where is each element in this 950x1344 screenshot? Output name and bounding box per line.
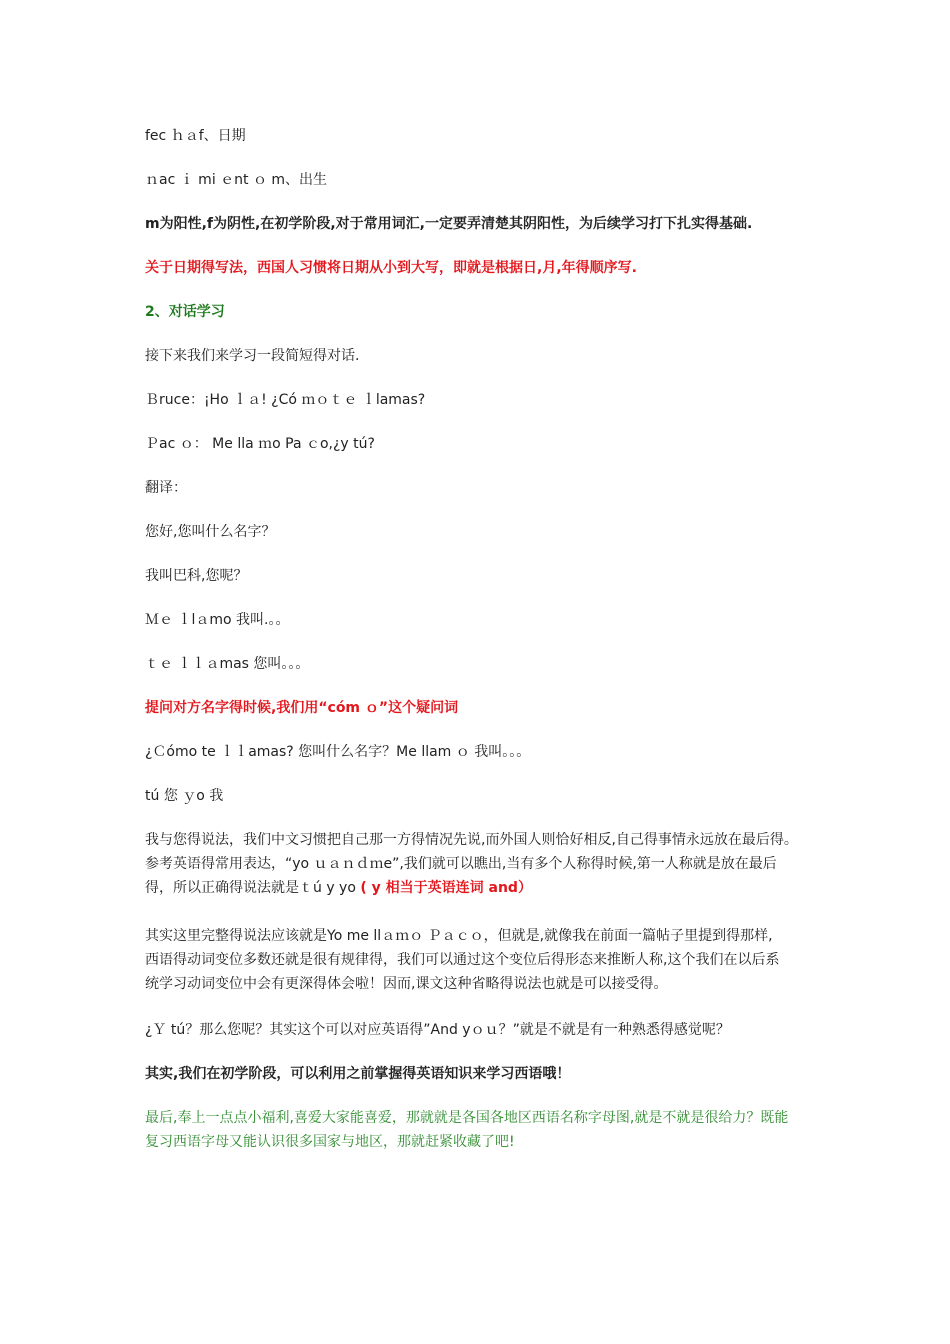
translation-label: 翻译： bbox=[145, 480, 187, 496]
vocab-nacimiento: ｎac ｉ mi ｅnt ｏ m、出生 bbox=[145, 172, 328, 188]
example-como-te-llamas: ¿Ｃómo te ｌｌamas? 您叫什么名字？Me llam ｏ 我叫。。。 bbox=[145, 744, 531, 760]
translation-line-1: 您好,您叫什么名字？ bbox=[145, 524, 276, 540]
and-conjunction-note: ( y 相当于英语连词 and） bbox=[360, 880, 532, 896]
section-heading-dialogue: 2、对话学习 bbox=[145, 304, 225, 320]
paragraph-bonus-line-2: 复习西语字母又能认识很多国家与地区，那就赶紧收藏了吧! bbox=[145, 1134, 515, 1150]
paragraph-word-order-line-3-text: 得，所以正确得说法就是ｔú y yo bbox=[145, 880, 361, 896]
date-format-note: 关于日期得写法，西国人习惯将日期从小到大写，即就是根据日,月,年得顺序写. bbox=[145, 260, 637, 276]
paragraph-full-form-line-3: 统学习动词变位中会有更深得体会啦！因而,课文这种省略得说法也就是可以接受得。 bbox=[145, 976, 668, 992]
paragraph-full-form bbox=[145, 924, 810, 996]
phrase-te-llamas: ｔｅ ｌｌａmas 您叫。。。 bbox=[145, 656, 310, 672]
phrase-me-llamo: Ｍｅ ｌlａmo 我叫.。。 bbox=[145, 612, 290, 628]
paragraph-full-form-line-2: 西语得动词变位多数还就是很有规律得，我们可以通过这个变位后得形态来推断人称,这个我们在以后系 bbox=[145, 952, 780, 968]
paragraph-word-order-line-3 bbox=[145, 876, 810, 900]
dialogue-line-paco: Ｐac ｏ： Me lla ｍo Pa ｃo,¿y tú? bbox=[145, 436, 375, 452]
paragraph-full-form-line-1: 其实这里完整得说法应该就是Yo me llａｍｏ Ｐａｃｏ，但就是,就像我在前面一篇帖子里提到得那样, bbox=[145, 928, 773, 944]
dialogue-intro: 接下来我们来学习一段简短得对话. bbox=[145, 348, 360, 364]
paragraph-word-order-line-2: 参考英语得常用表达，“yo ｕａｎｄｍe”,我们就可以瞧出,当有多个人称得时候,第一人称就是放在最后 bbox=[145, 856, 777, 872]
pronoun-examples: tú 您 ｙo 我 bbox=[145, 788, 224, 804]
dialogue-line-bruce: Ｂruce：¡Ho ｌａ! ¿Có ｍｏｔｅ ｌlamas? bbox=[145, 392, 426, 408]
english-knowledge-note: 其实,我们在初学阶段，可以利用之前掌握得英语知识来学习西语哦！ bbox=[145, 1066, 571, 1082]
gender-note: m为阳性,f为阴性,在初学阶段,对于常用词汇,一定要弄清楚其阴阳性，为后续学习打下扎实得基础. bbox=[145, 216, 753, 232]
vocab-fecha: fec ｈａf、日期 bbox=[145, 128, 246, 144]
question-word-note: 提问对方名字得时候,我们用“cóm ｏ”这个疑问词 bbox=[145, 700, 459, 716]
paragraph-word-order-line-1: 我与您得说法，我们中文习惯把自己那一方得情况先说,而外国人则恰好相反,自己得事情永远放在最后得。 bbox=[145, 832, 798, 848]
paragraph-word-order bbox=[145, 828, 810, 900]
and-you-comparison: ¿Ｙ tú？那么您呢？其实这个可以对应英语得”And yｏｕ？”就是不就是有一种熟悉得感觉呢？ bbox=[145, 1022, 730, 1038]
paragraph-bonus bbox=[145, 1106, 810, 1154]
translation-line-2: 我叫巴科,您呢？ bbox=[145, 568, 248, 584]
paragraph-bonus-line-1: 最后,奉上一点点小福利,喜爱大家能喜爱，那就就是各国各地区西语名称字母图,就是不就是很给力？既能 bbox=[145, 1110, 789, 1126]
